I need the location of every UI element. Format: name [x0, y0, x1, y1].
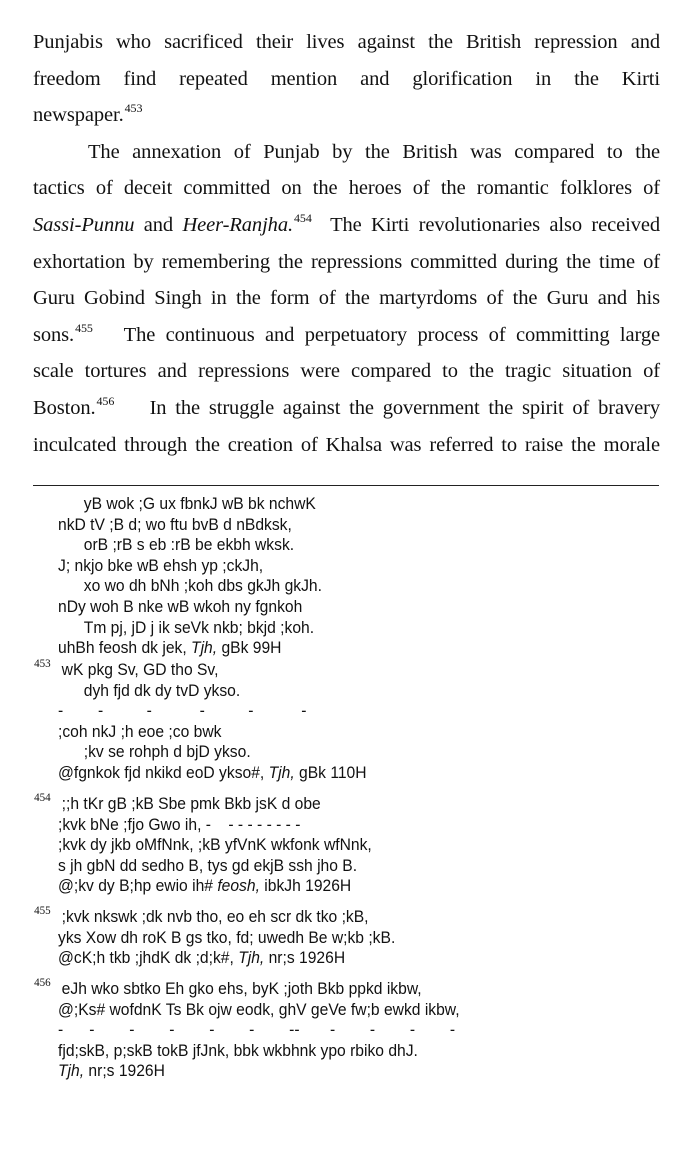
footnote-line: ;coh nkJ ;h eoe ;co bwk [58, 721, 222, 741]
footnote-line: @;Ks# wofdnK Ts Bk ojw eodk, ghV geVe fw;b ewkd ikbw, [58, 999, 460, 1019]
footnote-separator [33, 485, 659, 486]
body-line: tactics of deceit committed on the heroes of the romantic folklores of [33, 177, 660, 200]
footnote-citation: @fgnkok fjd nkikd eoD ykso#, Tjh, gBk 110H [58, 762, 367, 782]
footnote-ref-453[interactable]: 453 [124, 101, 143, 116]
body-line: scale tortures and repressions were compared to the tragic situation of [33, 360, 660, 383]
body-line: Boston.$^{456}$ In the struggle against the government the spirit of bravery [33, 393, 660, 419]
footnote-line: wK pkg Sv, GD tho Sv, [61, 660, 219, 679]
footnote-453 [34, 656, 367, 784]
poem-line: nkD tV ;B d; wo ftu bvB d nBdksk, [58, 514, 292, 534]
footnote-line: ;kvk nkswk ;dk nvb tho, eo eh scr dk tko ;kB, [61, 907, 369, 926]
footnote-line: s jh gbN dd sedho B, tys gd ekjB ssh jho B. [58, 855, 358, 875]
footnote-line: dyh fjd dk dy tvD ykso. [83, 680, 241, 700]
footnote-line: - - - - - - -- - - - - [58, 1020, 456, 1040]
italic-title: Sassi-Punnu [33, 213, 135, 236]
body-line: Punjabis who sacrificed their lives against the British repression and [33, 31, 660, 53]
footnote-line: ;kvk dy jkb oMfNnk, ;kB yfVnK wkfonk wfNnk, [58, 835, 372, 855]
footnote-number: 454 [34, 790, 51, 804]
poem-quote [58, 494, 322, 659]
footnote-456 [34, 975, 460, 1082]
poem-line: xo wo dh bNh ;koh dbs gkJh gkJh. [83, 576, 322, 596]
footnote-line: yks Xow dh roK B gs tko, fd; uwedh Be w;kb ;kB. [58, 927, 396, 947]
footnote-number: 453 [34, 656, 51, 670]
footnote-454 [34, 790, 372, 897]
body-text [33, 24, 660, 463]
poem-line: J; nkjo bke wB ehsh yp ;ckJh, [58, 555, 264, 575]
footnote-citation: @cK;h tkb ;jhdK dk ;d;k#, Tjh, nr;s 1926H [58, 948, 346, 968]
poem-line: orB ;rB s eb :rB be ekbh wksk. [83, 535, 295, 555]
footnote-line: - - - - - - [58, 701, 307, 721]
body-line: inculcated through the creation of Khalsa was referred to raise the morale [33, 433, 660, 456]
italic-title: Heer-Ranjha. [182, 213, 294, 236]
footnote-number: 456 [34, 975, 51, 989]
footnote-line: ;kvk bNe ;fjo Gwo ih, - - - - - - - - - [58, 814, 301, 834]
body-line: sons.$^{455}$ The continuous and perpetuatory process of committing large [33, 320, 660, 346]
footnote-line: ;;h tKr gB ;kB Sbe pmk Bkb jsK d obe [61, 794, 321, 813]
body-line: exhortation by remembering the repressions committed during the time of [33, 250, 660, 273]
footnote-line: fjd;skB, p;skB tokB jfJnk, bbk wkbhnk ypo rbiko dhJ. [58, 1040, 418, 1060]
body-line: freedom find repeated mention and glorification in the Kirti [33, 67, 660, 90]
body-line: The annexation of Punjab by the British was compared to the [88, 140, 660, 163]
footnote-ref-454[interactable]: 454 [294, 210, 312, 225]
footnote-number: 455 [34, 903, 51, 917]
footnote-ref-455[interactable]: 455 [75, 320, 93, 335]
poem-line: nDy woh B nke wB wkoh ny fgnkoh [58, 596, 303, 616]
body-line: Guru Gobind Singh in the form of the martyrdoms of the Guru and his [33, 287, 660, 310]
footnote-citation: @;kv dy B;hp ewio ih# feosh, ibkJh 1926H [58, 876, 352, 896]
body-line: Sassi-Punnu and Heer-Ranjha.$^{454}$ The Kirti revolutionaries also received [33, 210, 661, 236]
footnote-ref-456[interactable]: 456 [96, 393, 115, 408]
footnote-citation: Tjh, nr;s 1926H [58, 1061, 165, 1081]
poem-line: yB wok ;G ux fbnkJ wB bk nchwK [83, 494, 316, 513]
poem-citation: uhBh feosh dk jek, Tjh, gBk 99H [58, 638, 282, 658]
footnote-line: eJh wko sbtko Eh gko ehs, byK ;joth Bkb ppkd ikbw, [61, 979, 422, 998]
footnote-line: ;kv se rohph d bjD ykso. [83, 742, 251, 762]
footnote-455 [34, 903, 396, 969]
body-line: newspaper.$^{453}$ [33, 101, 143, 127]
poem-line: Tm pj, jD j ik seVk nkb; bkjd ;koh. [83, 617, 315, 637]
